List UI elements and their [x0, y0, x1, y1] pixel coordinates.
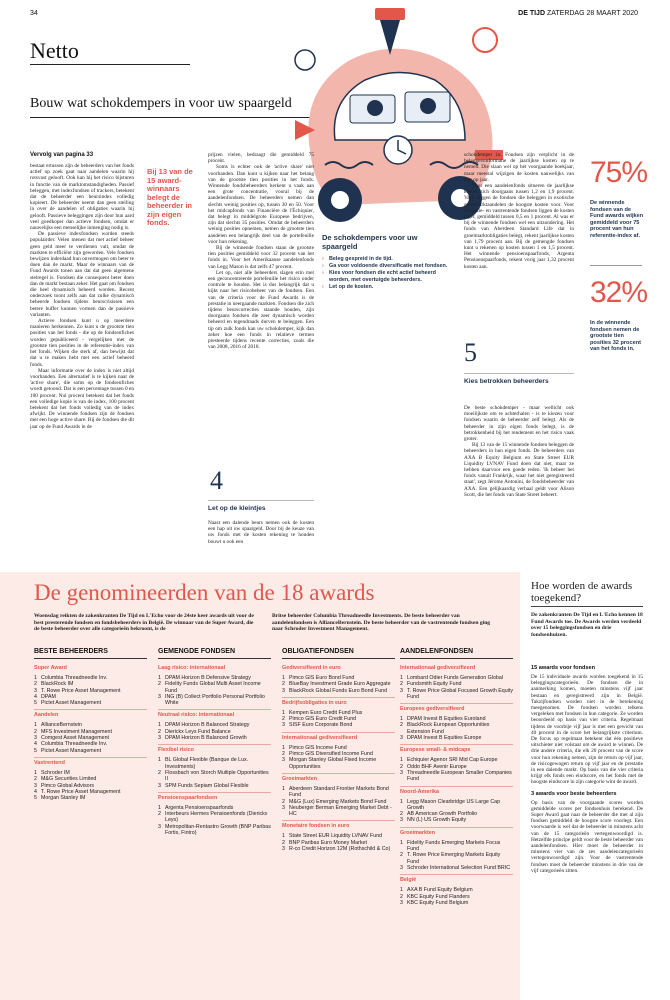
- paragraph: Let op, niet alle beheerders slagen erin met een geconcentreerde portefeuille het risico onder controle te houden. Het is dus belangrijk dat u kijkt naar het risicobeheer van de fondsen. Een van de criteria voor de Fund Awards is de prestatie in neergaande markten. Fondsen die zich tijdens beurscorrecties staande houden, zijn doorgaans fondsen die zeer dynamisch worden beheerd en tegendraads durven te beleggen. Een tip om zulk fonds kan uw schokdemper, kijk dan zeker hoe een fonds in relatieve termen presteerde tijdens recente correcties, zoals die van 2008, 2016 of 2018.: [208, 269, 314, 351]
- nominee-list: [34, 770, 147, 801]
- nominee-rank: 2: [400, 722, 403, 729]
- nominee-name: T. Rowe Price Emerging Markets Equity Fund: [407, 852, 501, 865]
- article-column-1: [30, 163, 134, 555]
- award-category: Europese small- & midcaps: [400, 744, 513, 755]
- nominee-rank: 2: [282, 839, 285, 846]
- pull-quote: Bij 13 van de 15 award-winnaars belegt de beheerder in zijn eigen fonds.: [147, 167, 193, 227]
- section-title: Netto: [30, 38, 79, 63]
- nominee-rank: 2: [282, 716, 285, 723]
- nominee-rank: 1: [400, 839, 403, 846]
- award-category: België: [400, 874, 513, 885]
- nominee-item: [400, 817, 513, 823]
- nominee-name: DPAM Horizon B Balanced Strategy: [165, 722, 250, 729]
- nominee-name: Morgan Stanley Global Fixed Income Opportunities: [289, 757, 377, 770]
- nominee-rank: 1: [158, 722, 161, 729]
- nominee-item: [34, 748, 147, 754]
- section-divider: [30, 64, 190, 65]
- paragraph: Bij 13 van de 15 winnende fondsen beleggen de beheerders in hun eigen fonds. De beheerders van AXA B Equity Belgium en State Street EUR Liquidity LVNAV Fund doen dat niet, maar ze hebben daarvoor een goede reden. 'Ik beheer het fonds vanuit Frankrijk, waar het niet geregistreerd staat', zegt Jérome Antonini, de fondsbeheerder van AXA. Een gelijkaardig verhaal geldt voor Alison Scott, die het fonds van State Street beheert.: [464, 442, 574, 498]
- nominee-name: Columbia Threadneedle Inv.: [41, 675, 108, 681]
- paragraph: De beste schokdemper - maar wellicht ook moeilijkste om te achterhalen - is te kiezen voor fondsen waarin de beheerder zelf belegt. Als de beheerder in zijn eigen fonds belegt, is de betrokkenheid bij het rendement en het risico vaak groter.: [464, 405, 574, 443]
- nominee-item: [282, 805, 395, 818]
- award-category: Laag risico: internationaal: [158, 665, 226, 671]
- nominee-item: [282, 846, 395, 852]
- nominee-item: [400, 799, 513, 812]
- nominee-item: [400, 735, 513, 741]
- nominee-rank: 2: [400, 893, 403, 900]
- subhead-4: Let op de kleintjes: [208, 505, 266, 512]
- nominee-name: Oddo BHF Avenir Europe: [407, 763, 467, 770]
- nominee-name: Interbeurs Hermes Pensioenfonds (Dierickx Leys): [165, 811, 268, 824]
- sidebar-title: Hoe worden de awards toegekend?: [531, 580, 633, 604]
- article-column-2: [208, 152, 314, 474]
- nominee-item: [282, 722, 395, 728]
- nominees-intro-2: Britse beheerder Columbia Threadneedle Investments. De beste beheerder van aandelenfondsen is AllianceBernstein. De beste beheerder van de vastrentende fondsen ging naar Schroder Investment Management.: [272, 613, 491, 633]
- nominee-list: [158, 675, 271, 706]
- nominee-rank: 3: [158, 735, 161, 742]
- awards-column: [400, 648, 513, 906]
- nominee-rank: 2: [282, 751, 285, 758]
- nominee-list: [282, 675, 395, 694]
- nominee-rank: 3: [400, 735, 403, 742]
- nominee-item: [400, 865, 513, 871]
- nominee-list: [158, 722, 271, 741]
- nominee-rank: 1: [34, 769, 37, 776]
- nominee-name: M&G Securities Limited: [41, 776, 97, 783]
- nominee-rank: 2: [34, 681, 37, 688]
- nominee-name: BlackRock European Opportunities Extension Fund: [407, 722, 490, 735]
- nominee-item: [400, 852, 513, 865]
- nominee-name: AB American Growth Portfolio: [407, 811, 478, 818]
- nominee-item: [158, 757, 271, 770]
- nominee-rank: 3: [34, 687, 37, 694]
- nominee-rank: 2: [158, 681, 161, 688]
- nominee-name: M&G (Lux) Emerging Markets Bond Fund: [289, 798, 387, 805]
- awards-column-heading: GEMENGDE FONDSEN: [158, 648, 271, 659]
- nominee-rank: 1: [158, 757, 161, 764]
- nominee-name: Comgest Asset Management: [41, 735, 110, 742]
- nominee-name: ING (B) Collect Portfolio Personal Portfolio White: [165, 693, 265, 707]
- nominee-name: KBC Equity Fund Flanders: [407, 893, 470, 900]
- nominee-name: Pimco Global Advisors: [41, 782, 94, 789]
- nominee-rank: 3: [282, 804, 285, 811]
- award-category: Groeimarkten: [282, 773, 395, 784]
- awards-column: [282, 648, 395, 852]
- paragraph: De 15 individuele awards worden toegekend in 15 beleggingscategorieën. De fondsen die in aanmerking komen, moeten minstens vijf jaar bestaan en geregistreerd zijn in België. Takzijfondsen worden niet in de berekening meegenomen. De fondsen worden telkens vergeleken met fondsen in hun categorie. Ze worden beoordeeld op basis van vier criteria. Regelmaat tijdens de voorbije vijf jaar is met een gewicht van 40 procent in de score het belangrijkste criterium. De focus op regelmaat betekent dat één positieve uitschieter niet volstaat om de award te winnen. De drie andere criteria, die elk 20 procent van de score voor hun rekening nemen, zijn de return op vijf jaar, de risicogewogen return op vijf jaar en de prestatie in een dalende markt. Op basis van die vier criteria krijgt elk fonds een eindscore, en het fonds met de hoogste eindscore in zijn categorie wint de award.: [531, 674, 643, 786]
- nominee-rank: 2: [158, 728, 161, 735]
- nominee-rank: 3: [34, 782, 37, 789]
- nominee-rank: 1: [282, 833, 285, 840]
- nominee-item: [158, 694, 271, 707]
- nominee-rank: 2: [400, 681, 403, 688]
- nominee-rank: 5: [34, 747, 37, 754]
- nominee-name: DPAM Horizon B Defensive Strategy: [165, 675, 251, 681]
- award-category: Flexibel risico: [158, 744, 271, 755]
- nominee-name: Schroder International Selection Fund BRIC: [407, 864, 511, 871]
- nominee-list: [34, 675, 147, 706]
- nominee-rank: 3: [400, 817, 403, 824]
- nominee-item: [282, 688, 395, 694]
- award-category: Internationaal gediversifieerd: [282, 732, 395, 743]
- nominee-rank: 3: [400, 899, 403, 906]
- publication-line: [518, 10, 638, 17]
- nominee-list: [400, 887, 513, 906]
- nominee-item: [34, 795, 147, 801]
- nominee-rank: 4: [34, 693, 37, 700]
- nominee-item: [282, 757, 395, 770]
- tips-list-item: › Kies voor fondsen die echt actief beheerd worden, met overtuigde beheerders.: [322, 270, 452, 282]
- nominee-name: Morgan Stanley IM: [41, 795, 86, 802]
- nominee-name: DPAM Horizon B Balanced Growth: [165, 735, 247, 742]
- nominee-list: [34, 722, 147, 753]
- publication-name: DE TIJD: [518, 10, 545, 17]
- paragraph: schokdemper in. Fondsen zijn verplicht in de beleggersinformatie de jaarlijkse kosten op te nemen. Die slaan wel op het voorgaande boekjaar, maar meestal wijzigen de kosten nauwelijks van jaar op jaar.: [464, 152, 574, 183]
- nominee-name: AllianceBernstein: [41, 722, 82, 729]
- award-category: Super Award: [34, 665, 67, 671]
- award-category: Neutraal risico: internationaal: [158, 709, 271, 720]
- page-number: 34: [30, 10, 38, 17]
- subhead-5: Kies betrokken beheerders: [464, 378, 549, 385]
- article-column-2-end: [208, 520, 314, 560]
- paragraph: prijzen vielen, bedraagt die gemiddeld 75 procent.: [208, 152, 314, 165]
- nominee-rank: 1: [400, 798, 403, 805]
- nominee-rank: 4: [34, 788, 37, 795]
- sidebar-text: [531, 674, 643, 786]
- article-column-3-end: [464, 405, 574, 565]
- sidebar-intro: De zakenkranten De Tijd en L'Echo kennen 18 Fund Awards toe. De Awards werden verdeeld over 15 beleggingsfondsen en drie fondsenhuizen.: [531, 612, 643, 638]
- sidebar-subhead: 15 awards voor fondsen: [531, 665, 596, 671]
- nominee-rank: 3: [282, 757, 285, 764]
- stat-caption: De winnende fondsen van de Fund awards wijken gemiddeld voor 75 procent van hun referentie-index af.: [590, 200, 644, 239]
- nominee-name: Schroder IM: [41, 769, 70, 776]
- nominee-rank: 1: [282, 709, 285, 716]
- nominee-list: [400, 799, 513, 824]
- nominee-rank: 3: [282, 687, 285, 694]
- article-headline: Bouw wat schokdempers in voor uw spaargeld: [30, 96, 292, 111]
- nominee-list: [282, 710, 395, 729]
- nominee-name: SISF Euro Corporate Bond: [289, 722, 353, 729]
- nominee-rank: 2: [158, 811, 161, 818]
- award-category: Aandelen: [34, 709, 147, 720]
- subhead-divider: [464, 373, 574, 374]
- nominee-name: Echiquier Agenor SRI Mid Cap Europe: [407, 757, 498, 764]
- nominee-item: [34, 700, 147, 706]
- nominee-name: Fidelity Funds Emerging Markets Focus Fund: [407, 839, 501, 853]
- nominee-list: [282, 745, 395, 770]
- nominee-rank: 1: [400, 757, 403, 764]
- nominee-list: [158, 757, 271, 788]
- stat-value: 75%: [590, 156, 648, 189]
- nominee-item: [282, 786, 395, 799]
- nominee-rank: 5: [34, 700, 37, 707]
- nominee-name: Neuberger Berman Emerging Market Debt - HC: [289, 804, 392, 818]
- nominee-name: Threadneedle European Smaller Companies Fund: [407, 769, 512, 783]
- tips-box-title: De schokdempers voor uw spaargeld: [322, 233, 418, 251]
- nominee-name: BL Global Flexible (Banque de Lux. Investments): [165, 757, 249, 770]
- nominee-rank: 1: [282, 785, 285, 792]
- nominee-name: DPAM Invest B Equities Euroland: [407, 716, 486, 723]
- award-category: Groeimarkten: [400, 827, 513, 838]
- nominee-name: AXA B Fund Equity Belgium: [407, 887, 473, 894]
- paragraph: De passieve indexfondsen worden steeds populairder. Velen menen dat met actief beheer geen geld meer te verdienen valt, omdat de markten te efficiënt zijn geworden. Vele fondsen bewijzen inderdaad hun onvermogen om beter te doen dan de markt. Maar de winnaars van de Fund Awards tonen aan dat dat geen algemene stelregel is. Fondsen die consequent beter doen dan de markt bestaan zeker. Het gaat om fondsen die heel dynamisch beheerd worden. Recent onderzoek toont zelfs aan dat zulke dynamisch beheerde fondsen tijdens beurscrisissen een betere buffer kunnen vormen dan de passieve varianten.: [30, 231, 134, 318]
- nominee-name: T. Rowe Price Global Focused Growth Equity Fund: [407, 687, 513, 700]
- nominee-name: Pimco GIS Diversified Income Fund: [289, 751, 373, 758]
- nominee-item: [400, 688, 513, 701]
- nominee-rank: 1: [400, 675, 403, 681]
- awards-column: [158, 648, 271, 836]
- nominee-name: R-co Credit Horizon 12M (Rothschild & Co): [289, 846, 391, 853]
- award-category: Monetaire fondsen in euro: [282, 820, 395, 831]
- nominee-rank: 5: [34, 795, 37, 802]
- nominee-name: Fidelity Funds Global Multi Asset Income Fund: [165, 681, 261, 694]
- nominee-name: Pimco GIS Euro Credit Fund: [289, 716, 357, 723]
- award-category: Europees gediversifieerd: [400, 703, 513, 714]
- award-category: Internationaal gediversifieerd: [400, 665, 476, 671]
- awards-column-heading: AANDELENFONDSEN: [400, 648, 513, 659]
- nominee-name: NN (L) US Growth Equity: [407, 817, 467, 824]
- award-category: Gediversifieerd in euro: [282, 665, 341, 671]
- nominee-rank: 2: [400, 763, 403, 770]
- article-column-3: [464, 152, 574, 276]
- nominee-name: Dierickx Leys Fund Balance: [165, 728, 231, 735]
- nominees-intro-1: Woensdag reikten de zakenkranten De Tijd en L'Echo voor de 24ste keer awards uit voor de best presterende fondsen en fondsbeheerders in België. De winnaar van de Super Award, die de beste beheerder over alle categorieën bekroont, is de: [34, 613, 254, 633]
- nominee-item: [400, 770, 513, 783]
- nominee-name: Pimco GIS Income Fund: [289, 744, 347, 751]
- nominee-rank: 2: [400, 811, 403, 818]
- tips-list: [322, 256, 452, 291]
- award-category: Bedrijfsobligaties in euro: [282, 697, 395, 708]
- nominee-name: BlueBay Investment Grade Euro Aggregate: [289, 681, 391, 688]
- nominee-rank: 1: [34, 722, 37, 729]
- paragraph: Soms is echter ook de 'active share' niet voorhanden. Dan kunt u kijken naar het belang van de grootste tien posities in het fonds. Winnende fondsbeheerders herkent u vaak aan een grote concentratie, vooral bij de aandelenfondsen. De beheerders nemen dan slechts weinig posities op, tussen 30 en 50. Voor het midcapfonds van Financière de l'Échiquier, dat belegt in middelgrote Europese bedrijven, zijn dat slechts 35 posities. Omdat de beheerders weinig posities opnemen, nemen de grootste tien aandelen een belangrijk deel van de portefeuille voor hun rekening.: [208, 164, 314, 245]
- paragraph: Actieve fondsen kunt u op meerdere manieren herkennen. Zo kunt u de grootste tien posities van het fonds - die op de fondsenfiches worden gepubliceerd - vergelijken met de grootste tien posities in de referentie-index van het fonds. Wijken die sterk af, dan bewijst dat dat u te maken hebt met een actief beheerd fonds.: [30, 318, 134, 368]
- sidebar-divider: [531, 606, 643, 607]
- nominee-rank: 1: [400, 887, 403, 894]
- paragraph: Voor een aandelenfonds situeren de jaarlijkse kosten zich doorgaans tussen 1,2 en 1,9 procent. Vaak leggen de fondsen die beleggen in exotische groeimarktaandelen de hoogste kosten voor. Voor obligatie- en vastrentende fondsen liggen de kosten lager, gemiddeld tussen 0,5 en 1 procent. Al was er bij de winnende fondsen wel een uitzondering. Het fonds van Aberdeen Standard Life dat in groeimarktobligaties belegt, rekent jaarlijkse kosten van 1,79 procent aan. Bij de gemengde fondsen kunt u rekenen op kosten tussen 1 en 1,5 procent. Het winnende pensioenspaarfonds, Argenta Pensioenspaarfonds, rekent vorig jaar 1,32 procent kosten aan.: [464, 183, 574, 270]
- paragraph: bestaat ertussen zijn de beheerders van het fonds actief op zoek gaat naar aandelen waarin hij rotsvast gelooft. Ook kan hij het risico bijsturen in functie van de marktomstandigheden. Passief beleggen, met indexfondsen of trackers, betekent dat de beheerder een beursindex volledig kopieert. De beheerder neemt dan geen stelling in over de aandelen of obligaties waarin hij gelooft. Passieve beleggingen zijn door hun aard veel goedkoper dan actieve fondsen, omdat er nauwelijks een menselijke inmenging nodig is.: [30, 163, 134, 232]
- nominee-name: T. Rowe Price Asset Management: [41, 788, 121, 795]
- nominee-rank: 2: [282, 681, 285, 688]
- nominee-rank: 3: [34, 735, 37, 742]
- nominees-title: De genomineerden van de 18 awards: [34, 580, 375, 605]
- sidebar-body: [531, 660, 643, 996]
- nominee-rank: 3: [400, 864, 403, 871]
- nominee-item: [158, 681, 271, 694]
- paragraph: Naast een dalende beurs nemen ook de kosten een hap uit uw spaargeld. Door bij de keuze van uw fonds met de kosten rekening te houden bouwt u ook een: [208, 520, 314, 545]
- nominee-item: [400, 840, 513, 853]
- sidebar-text: [531, 800, 643, 874]
- nominee-name: BNP Paribas Euro Money Market: [289, 839, 367, 846]
- nominee-name: Flossbach von Storch Multiple Opportunities II: [165, 769, 269, 783]
- nominee-item: [158, 735, 271, 741]
- award-category: Noord-Amerika: [400, 786, 513, 797]
- nominee-rank: 1: [400, 716, 403, 723]
- nominee-name: Metropolitan-Rentastro Growth (BNP Paribas Fortis, Fintro): [165, 823, 271, 837]
- continuation-kicker: Vervolg van pagina 33: [30, 152, 94, 158]
- nominee-rank: 3: [158, 782, 161, 789]
- nominee-name: DPAM: [41, 693, 56, 700]
- nominee-rank: 3: [282, 722, 285, 729]
- nominee-item: [158, 824, 271, 837]
- nominee-item: [158, 783, 271, 789]
- nominee-rank: 1: [282, 675, 285, 681]
- nominee-name: DPAM Invest B Equities Europe: [407, 735, 482, 742]
- tips-list-item: › Let op de kosten.: [322, 284, 452, 290]
- nominee-list: [400, 716, 513, 741]
- nominee-item: [158, 770, 271, 783]
- nominee-rank: 2: [282, 798, 285, 805]
- nominee-name: KBC Equity Fund Belgium: [407, 899, 469, 906]
- nominee-name: Lombard Odier Funds Generation Global: [407, 675, 503, 681]
- nominee-name: Argenta Pensioenspaarfonds: [165, 804, 234, 811]
- nominee-name: Pimco GIS Euro Bond Fund: [289, 675, 355, 681]
- awards-column-heading: OBLIGATIEFONDSEN: [282, 648, 395, 659]
- nominee-list: [400, 757, 513, 782]
- nominee-rank: 2: [400, 852, 403, 859]
- nominee-name: MFS Investment Management: [41, 728, 112, 735]
- nominee-name: Pictet Asset Management: [41, 747, 102, 754]
- nominee-item: [158, 811, 271, 824]
- nominee-rank: 2: [34, 776, 37, 783]
- nominee-rank: 3: [282, 846, 285, 853]
- paragraph: Maar informatie over de index is niet altijd voorhanden. Een alternatief is te kijken naar de 'active share', die soms op de fondsenfiches wordt getoond. Dat is een percentage tussen 0 en 100 procent. Nul procent betekent dat het fonds een volledige kopie is van de index, 100 procent betekent dat het fonds volledig van de index afwijkt. De winnende fondsen zijn de fondsen met een hoge active share. Bij de fondsen die dit jaar op de Fund Awards in de: [30, 367, 134, 430]
- stat-caption: In de winnende fondsen nemen de grootste tien posities 32 procent van het fonds in.: [590, 320, 641, 353]
- paragraph: Op basis van de voorgaande scores worden gemiddelde scores per fondsenhuis berekend. De Super Award gaat naar de beheerder die met al zijn fondsen gemiddeld de hoogste score voorlegt. Een voorwaarde is wel dat de beheerder in minstens acht van de 15 categorieën vertegenwoordigd is. Hetzelfde principe geldt voor de beste beheerder van aandelenfondsen. Hier moet de beheerder in minstens vier van de zes aandelencategorieën vertegenwoordigd zijn. Voor de vastrentende fondsen moet de beheerder minstens in drie van de vijf categorieën zitten.: [531, 799, 643, 874]
- section-number-4: 4: [210, 466, 223, 495]
- nominee-name: BlackRock Global Funds Euro Bond Fund: [289, 687, 388, 694]
- nominee-list: [400, 675, 513, 700]
- nominee-name: Legg Mason Clearbridge US Large Cap Growth: [407, 798, 501, 811]
- awards-column-heading: BESTE BEHEERDERS: [34, 648, 147, 659]
- nominee-name: Aberdeen Standard Frontier Markets Bond Fund: [289, 785, 389, 799]
- award-category: Vastrentend: [34, 757, 147, 768]
- nominee-rank: 3: [158, 823, 161, 830]
- nominee-rank: 1: [34, 675, 37, 681]
- nominee-list: [282, 833, 395, 852]
- nominee-rank: 3: [158, 693, 161, 700]
- nominee-list: [400, 840, 513, 871]
- tips-list-item: › Beleg gespreid in de tijd.: [322, 256, 452, 262]
- awards-column: [34, 648, 147, 801]
- nominee-rank: 3: [400, 769, 403, 776]
- nominee-name: Kempen Euro Credit Fund Plus: [289, 709, 363, 716]
- nominee-rank: 1: [158, 675, 161, 681]
- nominee-item: [400, 900, 513, 906]
- nominee-name: T. Rowe Price Asset Management: [41, 687, 121, 694]
- nominee-rank: 4: [34, 741, 37, 748]
- stat-value: 32%: [590, 276, 648, 309]
- stat-divider: [590, 265, 642, 266]
- paragraph: Bij de winnende fondsen staan de grootste tien posities gemiddeld voor 32 procent van het fonds in. Voor het Amerikaanse aandelenfonds van Legg Mason is dat zelfs 47 procent.: [208, 245, 314, 270]
- nominee-list: [158, 805, 271, 836]
- award-category: Pensioenspaarfondsen: [158, 792, 271, 803]
- nominee-name: Columbia Threadneedle Inv.: [41, 741, 108, 748]
- nominee-rank: 3: [400, 687, 403, 694]
- subhead-divider: [208, 500, 314, 501]
- publication-date: ZATERDAG 28 MAART 2020: [546, 10, 638, 17]
- nominee-name: SPM Funds Sepiam Global Flexible: [165, 782, 249, 789]
- nominee-list: [282, 786, 395, 817]
- nominee-name: Pictet Asset Management: [41, 700, 102, 707]
- sidebar-subhead: 3 awards voor beste beheerders: [531, 790, 617, 797]
- nominee-rank: 1: [158, 804, 161, 811]
- tips-list-item: › Ga voor voldoende diversificatie met fondsen.: [322, 263, 452, 269]
- nominee-rank: 2: [34, 728, 37, 735]
- nominee-rank: 1: [282, 744, 285, 751]
- nominee-name: BlackRock IM: [41, 681, 74, 688]
- nominee-name: State Street EUR Liquidity LVNAV Fund: [289, 833, 383, 840]
- section-number-5: 5: [464, 338, 477, 367]
- nominee-name: Fundsmith Equity Fund: [407, 681, 462, 688]
- nominee-item: [400, 722, 513, 735]
- nominee-rank: 2: [158, 769, 161, 776]
